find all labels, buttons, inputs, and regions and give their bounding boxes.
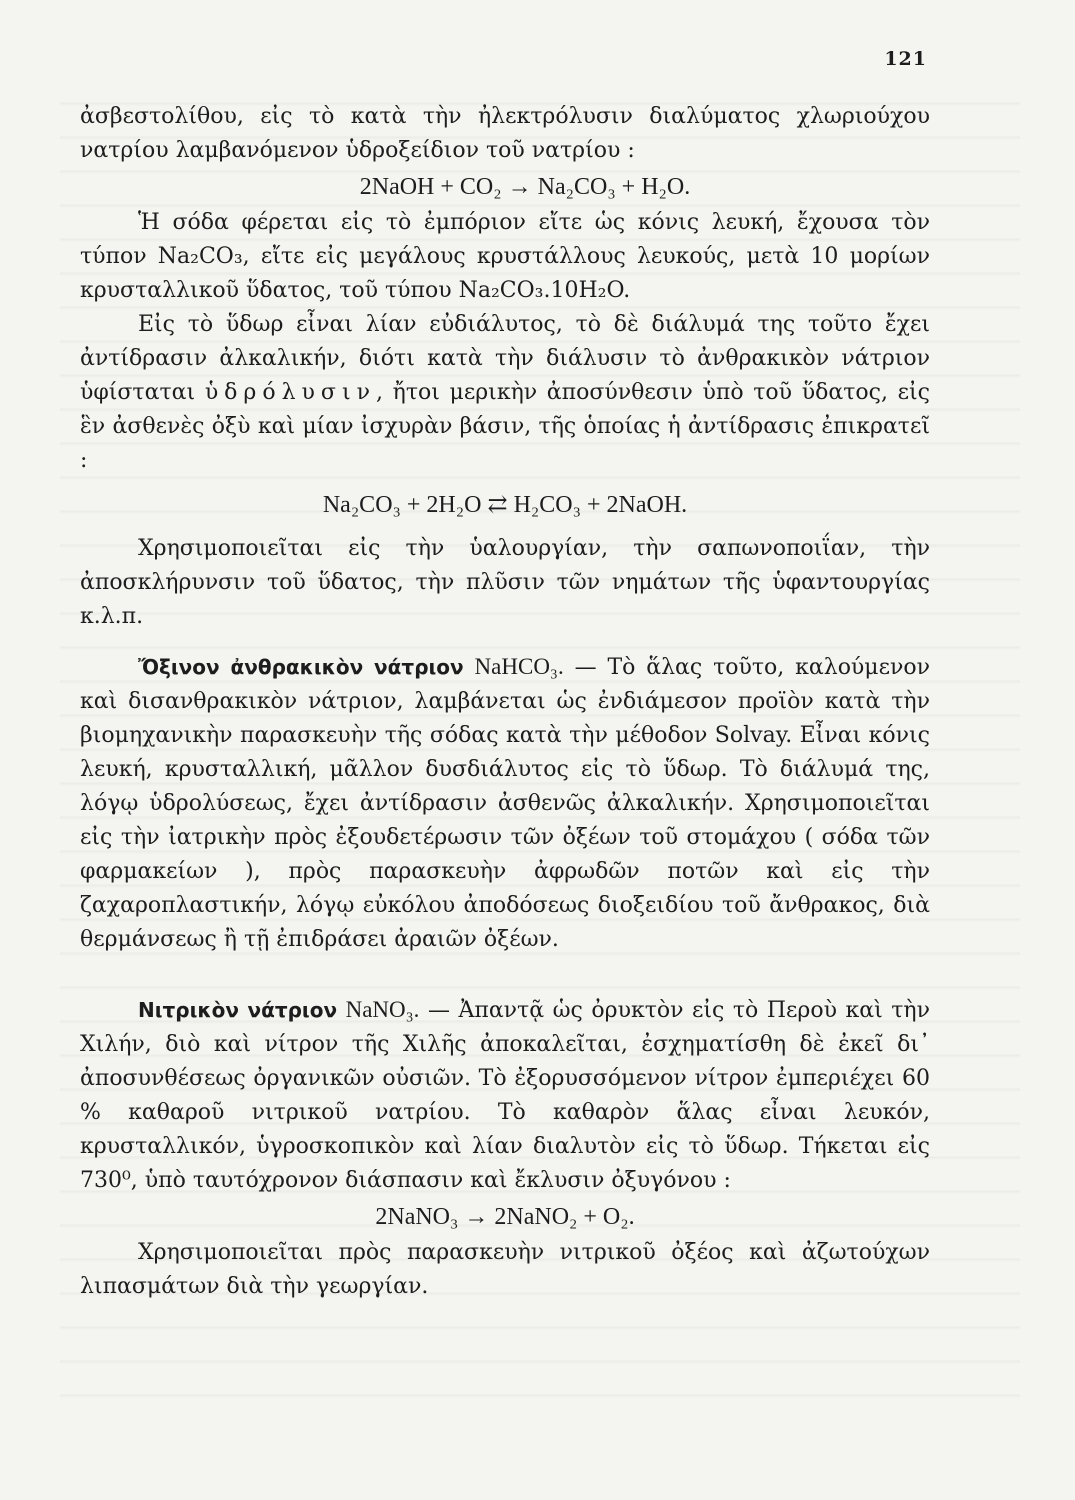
soda-hydrolysis-term: ὑδρόλυσιν: [204, 380, 376, 405]
bicarbonate-formula: NaHCO₃.: [474, 654, 564, 679]
soda-hydrolysis-text-b: , ἤτοι μερικὴν ἀποσύνθεσιν ὑπὸ τοῦ ὕδατος, εἰς ἓν ἀσθενὲς ὀξὺ καὶ μίαν ἰσχυρὰν βάσιν, τῆς ὁποίας ἡ ἀντίδρασις ἐπικρατεῖ :: [80, 380, 930, 473]
bicarbonate-section: [80, 650, 930, 957]
bicarbonate-text: — Τὸ ἅλας τοῦτο, καλούμενον καὶ δισανθρακικὸν νάτριον, λαμβάνεται ὡς ἐνδιάμεσον προϊὸν κατὰ τὴν βιομηχανικὴν παρασκευὴν τῆς σόδας κατὰ τὴν μέθοδον Solvay. Εἶναι κόνις λευκή, κρυσταλλική, μᾶλλον δυσδιάλυτος εἰς τὸ ὕδωρ. Τὸ διάλυμά της, λόγῳ ὑδρολύσεως, ἔχει ἀντίδρασιν ἀσθενῶς ἀλκαλικήν. Χρησιμοποιεῖται εἰς τὴν ἰατρικὴν πρὸς ἐξουδετέρωσιν τῶν ὀξέων τοῦ στομάχου ( σόδα τῶν φαρμακείων ), πρὸς παρασκευὴν ἀφρωδῶν ποτῶν καὶ εἰς τὴν ζαχαροπλαστικήν, λόγῳ εὐκόλου ἀποδόσεως διοξειδίου τοῦ ἄνθρακος, διὰ θερμάνσεως ἢ τῇ ἐπιδράσει ἀραιῶν ὀξέων.: [80, 655, 930, 952]
nitrate-title: Νιτρικὸν νάτριον: [138, 998, 338, 1022]
nitrate-text: — Ἀπαντᾷ ὡς ὀρυκτὸν εἰς τὸ Περοὺ καὶ τὴν Χιλήν, διὸ καὶ νίτρον τῆς Χιλῆς ἀποκαλεῖται, ἐσχηματίσθη δὲ ἐκεῖ δι᾽ ἀποσυνθέσεως ὀργανικῶν οὐσιῶν. Τὸ ἐξορυσσόμενον νίτρον ἐμπεριέχει 60 % καθαροῦ νιτρικοῦ νατρίου. Τὸ καθαρὸν ἅλας εἶναι λευκόν, κρυσταλλικόν, ὑγροσκοπικὸν καὶ λίαν διαλυτὸν εἰς τὸ ὕδωρ. Τήκεται εἰς 730⁰, ὑπὸ ταυτόχρονον διάσπασιν καὶ ἔκλυσιν ὀξυγόνου :: [80, 998, 930, 1193]
soda-paragraph-uses: Χρησιμοποιεῖται εἰς τὴν ὑαλουργίαν, τὴν σαπωνοποιΐαν, τὴν ἀποσκλήρυνσιν τοῦ ὕδατος, τὴν πλῦσιν τῶν νημάτων τῆς ὑφαντουργίας κ.λ.π.: [80, 536, 930, 629]
spacer: [80, 957, 930, 993]
equation-soda-production: 2NaOH + CO₂ → Na₂CO₃ + H₂O.: [359, 174, 691, 200]
page-body: [80, 100, 930, 1304]
nitrate-section: [80, 993, 930, 1198]
nitrate-formula: NaNO₃.: [345, 997, 420, 1022]
page-number: 121: [884, 48, 927, 70]
soda-hydrolysis-text-a: Εἰς τὸ ὕδωρ εἶναι λίαν εὐδιάλυτος, τὸ δὲ διάλυμά της τοῦτο ἔχει ἀντίδρασιν ἀλκαλικήν, διότι κατὰ τὴν διάλυσιν τὸ ἀνθρακικὸν νάτριον ὑφίσταται: [80, 312, 930, 405]
soda-paragraph-forms: Ἡ σόδα φέρεται εἰς τὸ ἐμπόριον εἴτε ὡς κόνις λευκή, ἔχουσα τὸν τύπον Na₂CO₃, εἴτε εἰς μεγάλους κρυστάλλους λευκούς, μετὰ 10 μορίων κρυσταλλικοῦ ὕδατος, τοῦ τύπου Na₂CO₃.10H₂O.: [80, 210, 930, 303]
spacer: [80, 634, 930, 650]
bicarbonate-title: Ὄξινον ἀνθρακικὸν νάτριον: [138, 655, 464, 679]
soda-paragraph-hydrolysis: [80, 308, 930, 478]
equation-soda-hydrolysis: Na₂CO₃ + 2H₂O ⇄ H₂CO₃ + 2NaOH.: [322, 492, 688, 518]
nitrate-paragraph-uses: Χρησιμοποιεῖται πρὸς παρασκευὴν νιτρικοῦ ὀξέος καὶ ἀζωτούχων λιπασμάτων διὰ τὴν γεωργίαν.: [80, 1240, 930, 1299]
intro-paragraph: ἀσβεστολίθου, εἰς τὸ κατὰ τὴν ἠλεκτρόλυσιν διαλύματος χλωριούχου νατρίου λαμβανόμενον ὑδροξείδιον τοῦ νατρίου :: [80, 104, 930, 163]
equation-nitrate-decomposition: 2NaNO₃ → 2NaNO₂ + O₂.: [375, 1204, 635, 1230]
